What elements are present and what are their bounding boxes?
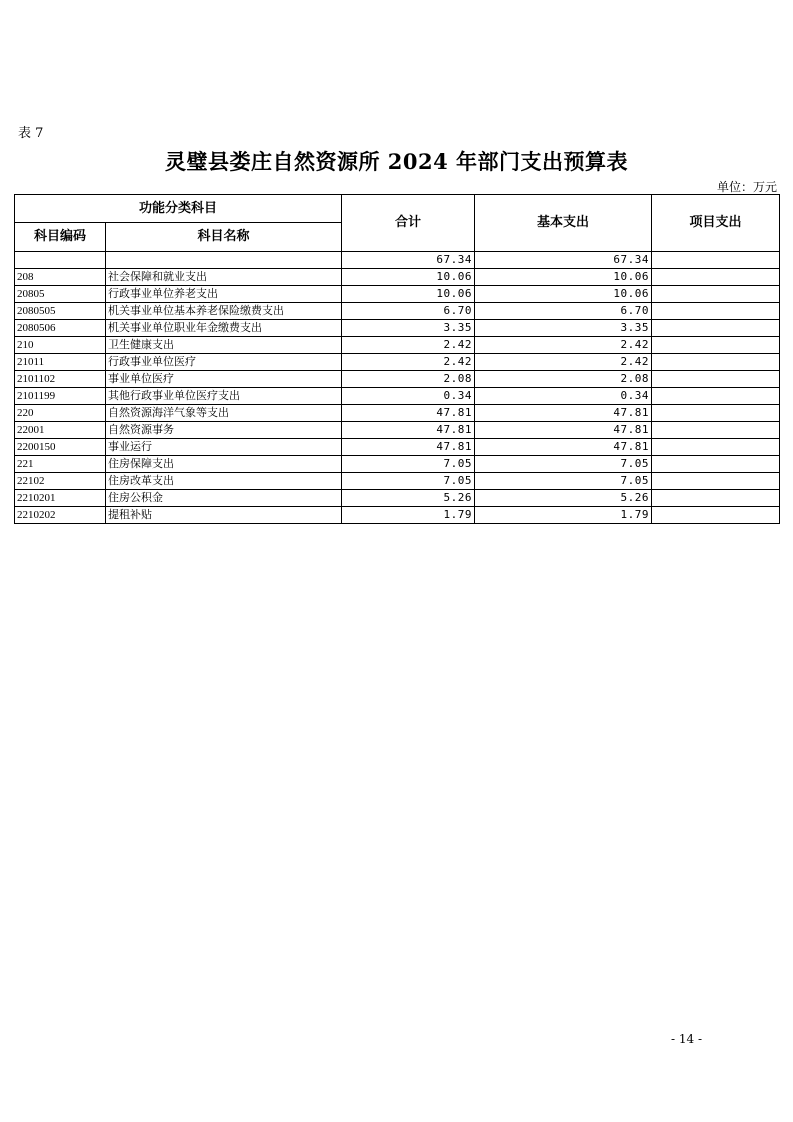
table-row (15, 286, 780, 303)
subject-code-cell: 2200150 (15, 439, 106, 456)
table-row (15, 422, 780, 439)
subject-code-cell: 21011 (15, 354, 106, 371)
subject-code-cell: 22102 (15, 473, 106, 490)
subject-name-cell: 其他行政事业单位医疗支出 (106, 388, 342, 405)
basic-expenditure-cell: 6.70 (475, 303, 652, 320)
subject-name-cell: 机关事业单位基本养老保险缴费支出 (106, 303, 342, 320)
basic-expenditure-cell: 47.81 (475, 405, 652, 422)
table-row (15, 269, 780, 286)
subject-code-cell (15, 252, 106, 269)
total-cell: 5.26 (342, 490, 475, 507)
total-cell: 7.05 (342, 473, 475, 490)
total-cell: 3.35 (342, 320, 475, 337)
project-expenditure-cell (652, 269, 780, 286)
table-row (15, 371, 780, 388)
unit-label: 单位：万元 (716, 180, 777, 194)
budget-table (14, 194, 780, 524)
table-row (15, 456, 780, 473)
basic-expenditure-cell: 5.26 (475, 490, 652, 507)
basic-expenditure-cell: 10.06 (475, 269, 652, 286)
subject-code-cell: 2101199 (15, 388, 106, 405)
project-expenditure-cell (652, 405, 780, 422)
basic-expenditure-cell: 0.34 (475, 388, 652, 405)
table-row (15, 337, 780, 354)
table-row (15, 354, 780, 371)
total-cell: 10.06 (342, 269, 475, 286)
project-expenditure-cell (652, 337, 780, 354)
subject-name-cell: 行政事业单位养老支出 (106, 286, 342, 303)
table-row (15, 490, 780, 507)
total-cell: 47.81 (342, 405, 475, 422)
total-cell: 0.34 (342, 388, 475, 405)
subject-code-cell: 2210201 (15, 490, 106, 507)
project-expenditure-cell (652, 371, 780, 388)
subject-code-cell: 220 (15, 405, 106, 422)
basic-expenditure-cell: 2.42 (475, 354, 652, 371)
subject-name-cell: 社会保障和就业支出 (106, 269, 342, 286)
basic-expenditure-cell: 3.35 (475, 320, 652, 337)
total-cell: 2.42 (342, 337, 475, 354)
basic-expenditure-cell: 10.06 (475, 286, 652, 303)
subject-name-cell: 住房保障支出 (106, 456, 342, 473)
subject-code-cell: 22001 (15, 422, 106, 439)
project-expenditure-cell (652, 456, 780, 473)
project-expenditure-cell (652, 303, 780, 320)
total-cell: 47.81 (342, 439, 475, 456)
project-expenditure-cell (652, 388, 780, 405)
basic-expenditure-cell: 1.79 (475, 507, 652, 524)
subject-name-cell: 机关事业单位职业年金缴费支出 (106, 320, 342, 337)
page-title: 灵璧县娄庄自然资源所 2024 年部门支出预算表 (164, 149, 629, 174)
subject-name-cell: 事业运行 (106, 439, 342, 456)
table-body (15, 252, 780, 524)
table-row (15, 507, 780, 524)
total-cell: 1.79 (342, 507, 475, 524)
table-row (15, 473, 780, 490)
basic-expenditure-cell: 47.81 (475, 439, 652, 456)
basic-expenditure-cell: 2.42 (475, 337, 652, 354)
header-subject-name: 科目名称 (106, 223, 342, 252)
project-expenditure-cell (652, 422, 780, 439)
total-cell: 7.05 (342, 456, 475, 473)
project-expenditure-cell (652, 354, 780, 371)
subject-code-cell: 2080506 (15, 320, 106, 337)
table-row (15, 303, 780, 320)
subject-code-cell: 210 (15, 337, 106, 354)
basic-expenditure-cell: 2.08 (475, 371, 652, 388)
project-expenditure-cell (652, 286, 780, 303)
table-row (15, 405, 780, 422)
table-row (15, 388, 780, 405)
subject-name-cell: 提租补贴 (106, 507, 342, 524)
total-cell: 2.08 (342, 371, 475, 388)
project-expenditure-cell (652, 320, 780, 337)
header-project-expenditure: 项目支出 (652, 195, 780, 252)
project-expenditure-cell (652, 490, 780, 507)
subject-code-cell: 2101102 (15, 371, 106, 388)
table-row (15, 439, 780, 456)
subject-code-cell: 208 (15, 269, 106, 286)
total-cell: 6.70 (342, 303, 475, 320)
project-expenditure-cell (652, 252, 780, 269)
subject-name-cell: 卫生健康支出 (106, 337, 342, 354)
project-expenditure-cell (652, 507, 780, 524)
subject-name-cell: 行政事业单位医疗 (106, 354, 342, 371)
subject-name-cell: 住房改革支出 (106, 473, 342, 490)
basic-expenditure-cell: 67.34 (475, 252, 652, 269)
table-row (15, 252, 780, 269)
header-total: 合计 (342, 195, 475, 252)
subject-code-cell: 2210202 (15, 507, 106, 524)
header-subject-code: 科目编码 (15, 223, 106, 252)
table-row (15, 320, 780, 337)
basic-expenditure-cell: 7.05 (475, 473, 652, 490)
subject-code-cell: 2080505 (15, 303, 106, 320)
basic-expenditure-cell: 47.81 (475, 422, 652, 439)
subject-code-cell: 221 (15, 456, 106, 473)
table-label: 表 7 (18, 126, 44, 141)
total-cell: 10.06 (342, 286, 475, 303)
subject-name-cell: 住房公积金 (106, 490, 342, 507)
total-cell: 47.81 (342, 422, 475, 439)
project-expenditure-cell (652, 473, 780, 490)
subject-name-cell: 自然资源事务 (106, 422, 342, 439)
header-basic-expenditure: 基本支出 (475, 195, 652, 252)
subject-code-cell: 20805 (15, 286, 106, 303)
project-expenditure-cell (652, 439, 780, 456)
subject-name-cell: 事业单位医疗 (106, 371, 342, 388)
page-number: - 14 - (671, 1032, 703, 1046)
basic-expenditure-cell: 7.05 (475, 456, 652, 473)
total-cell: 2.42 (342, 354, 475, 371)
subject-name-cell (106, 252, 342, 269)
total-cell: 67.34 (342, 252, 475, 269)
header-function-category: 功能分类科目 (15, 195, 342, 223)
subject-name-cell: 自然资源海洋气象等支出 (106, 405, 342, 422)
